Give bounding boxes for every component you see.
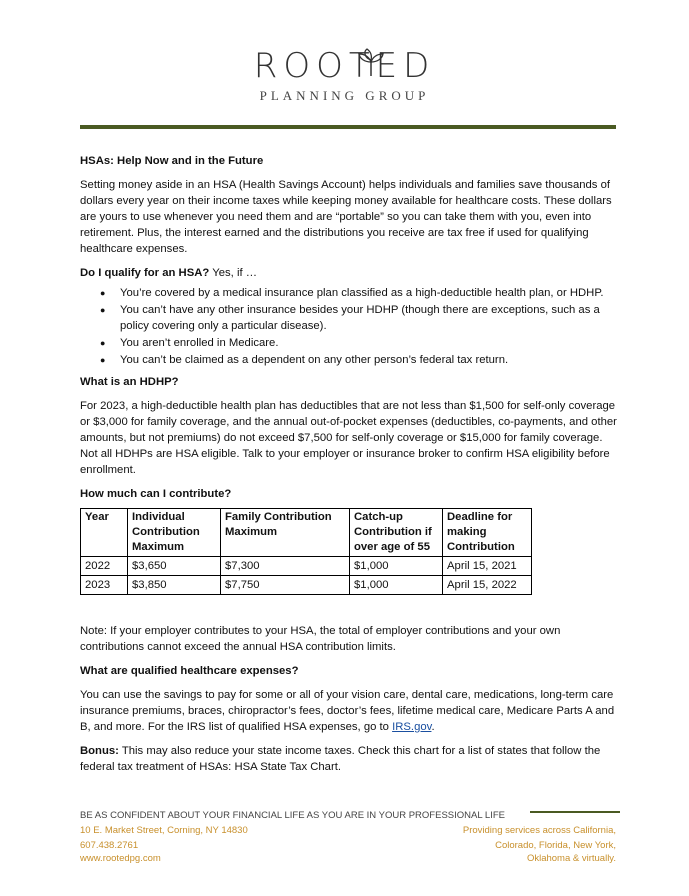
footer-address: 10 E. Market Street, Corning, NY 14830: [80, 825, 248, 836]
footer-services-line: Providing services across California,: [462, 825, 616, 836]
column-header: Year: [81, 509, 128, 557]
note-paragraph: Note: If your employer contributes to your HSA, the total of employer contributions and your own contributions cannot exceed the annual HSA contribution limits.: [80, 625, 561, 653]
table-cell: $7,300: [221, 557, 350, 576]
list-item: ● You can’t be claimed as a dependent on any other person’s federal tax return.: [120, 352, 620, 368]
footer-contact: [80, 824, 248, 865]
document-body: [80, 153, 620, 783]
contribution-table: [80, 508, 532, 595]
section-heading-contribute: How much can I contribute?: [80, 488, 232, 500]
hdhp-paragraph: For 2023, a high-deductible health plan has deductibles that are not less than $1,500 for self-only coverage or $3,000 for family coverage, and the annual out-of-pocket expenses (deductibles, co-payments, and other amounts, but not premiums) do not exceed $7,500 for self-only coverage or $15,000 for family coverage. Not all HDHPs are HSA eligible. Talk to your employer or insurance broker to confirm HSA eligibility before enrollment.: [80, 400, 617, 476]
table-header-row: [81, 509, 532, 557]
section-heading-hsa: HSAs: Help Now and in the Future: [80, 155, 264, 167]
bonus-paragraph: [80, 743, 620, 775]
brand-name: ROOTED: [253, 46, 436, 86]
footer-services-line: Oklahoma & virtually.: [526, 853, 616, 864]
footer-services-line: Colorado, Florida, New York,: [495, 840, 616, 851]
header-divider: [80, 125, 616, 129]
table-cell: $3,650: [128, 557, 221, 576]
list-item: ● You’re covered by a medical insurance plan classified as a high-deductible health plan, or HDHP.: [120, 285, 620, 301]
bonus-label: Bonus:: [80, 745, 119, 757]
footer-website: www.rootedpg.com: [80, 853, 161, 864]
table-cell: $1,000: [350, 557, 443, 576]
qualify-line: [80, 265, 620, 281]
footer: [80, 809, 616, 864]
section-heading-qualify: Do I qualify for an HSA?: [80, 267, 210, 279]
column-header: Family Contribution Maximum: [221, 509, 350, 557]
table-cell: $1,000: [350, 576, 443, 595]
footer-phone: 607.438.2761: [80, 840, 139, 851]
table-cell: 2022: [81, 557, 128, 576]
intro-paragraph: Setting money aside in an HSA (Health Savings Account) helps individuals and families save thousands of dollars every year on their income taxes while keeping money available for healthcare costs. These dollars are yours to use whenever you need them and are “portable” so you can take them with you, even into retirement. Plus, the interest earned and the distributions you receive are tax free if used for qualifying healthcare expenses.: [80, 179, 612, 255]
list-item: ● You aren’t enrolled in Medicare.: [120, 335, 620, 351]
expenses-text: You can use the savings to pay for some or all of your vision care, dental care, medications, long-term care insurance premiums, braces, chiropractor’s fees, doctor’s fees, lifetime medical care, Medicare Parts A and B, and more. For the IRS list of qualified HSA expenses, go to: [80, 689, 615, 733]
qualify-lead: Yes, if …: [209, 267, 258, 279]
table-row: [81, 557, 532, 576]
expenses-paragraph: [80, 687, 620, 735]
footer-tagline: BE AS CONFIDENT ABOUT YOUR FINANCIAL LIFE AS YOU ARE IN YOUR PROFESSIONAL LIFE: [80, 810, 505, 821]
table-row: [81, 576, 532, 595]
footer-services: [463, 824, 616, 865]
section-heading-hdhp: What is an HDHP?: [80, 376, 179, 388]
list-item: ● You can’t have any other insurance besides your HDHP (though there are exceptions, such as a policy covering only a particular disease).: [120, 302, 620, 334]
column-header: Catch-up Contribution if over age of 55: [350, 509, 443, 557]
table-cell: $3,850: [128, 576, 221, 595]
irs-link[interactable]: IRS.gov: [392, 721, 432, 733]
qualify-list: [80, 285, 620, 368]
column-header: Deadline for making Contribution: [443, 509, 532, 557]
table-cell: 2023: [81, 576, 128, 595]
table-cell: April 15, 2022: [443, 576, 532, 595]
table-cell: April 15, 2021: [443, 557, 532, 576]
section-heading-expenses: What are qualified healthcare expenses?: [80, 665, 299, 677]
bonus-text: This may also reduce your state income taxes. Check this chart for a list of states that follow the federal tax treatment of HSAs: HSA State Tax Chart.: [80, 745, 601, 773]
expenses-tail: .: [431, 721, 435, 733]
brand-subtitle: PLANNING GROUP: [259, 88, 430, 103]
table-cell: $7,750: [221, 576, 350, 595]
column-header: Individual Contribution Maximum: [128, 509, 221, 557]
